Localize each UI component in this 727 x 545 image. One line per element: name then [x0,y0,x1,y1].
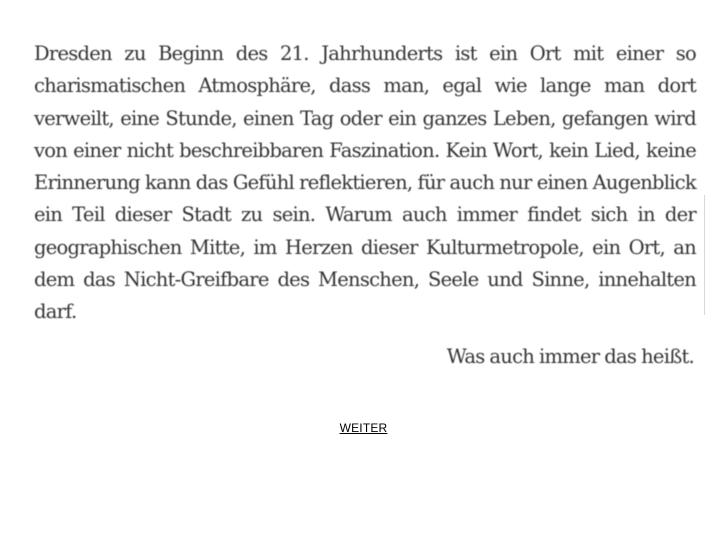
intro-paragraph: Dresden zu Beginn des 21. Jahrhunderts ist ein Ort mit einer so charismatischen Atmosphäre, dass man, egal wie lange man dort verweilt, eine Stunde, einen Tag oder ein ganzes Leben, gefangen wird von einer nicht beschreibbaren Faszination. Kein Wort, kein Lied, keine Erinnerung kann das Gefühl reflektieren, für auch nur einen Augenblick ein Teil dieser Stadt zu sein. Warum auch immer findet sich in der geographischen Mitte, im Herzen dieser Kulturmetropole, ein Ort, an dem das Nicht-Greifbare des Menschen, Seele und Sinne, innehalten darf. [34,42,696,324]
scan-edge-divider [704,195,705,315]
continue-link-container [0,419,727,437]
continue-link[interactable]: WEITER [339,421,388,435]
closing-line: Was auch immer das heißt. [446,345,694,368]
